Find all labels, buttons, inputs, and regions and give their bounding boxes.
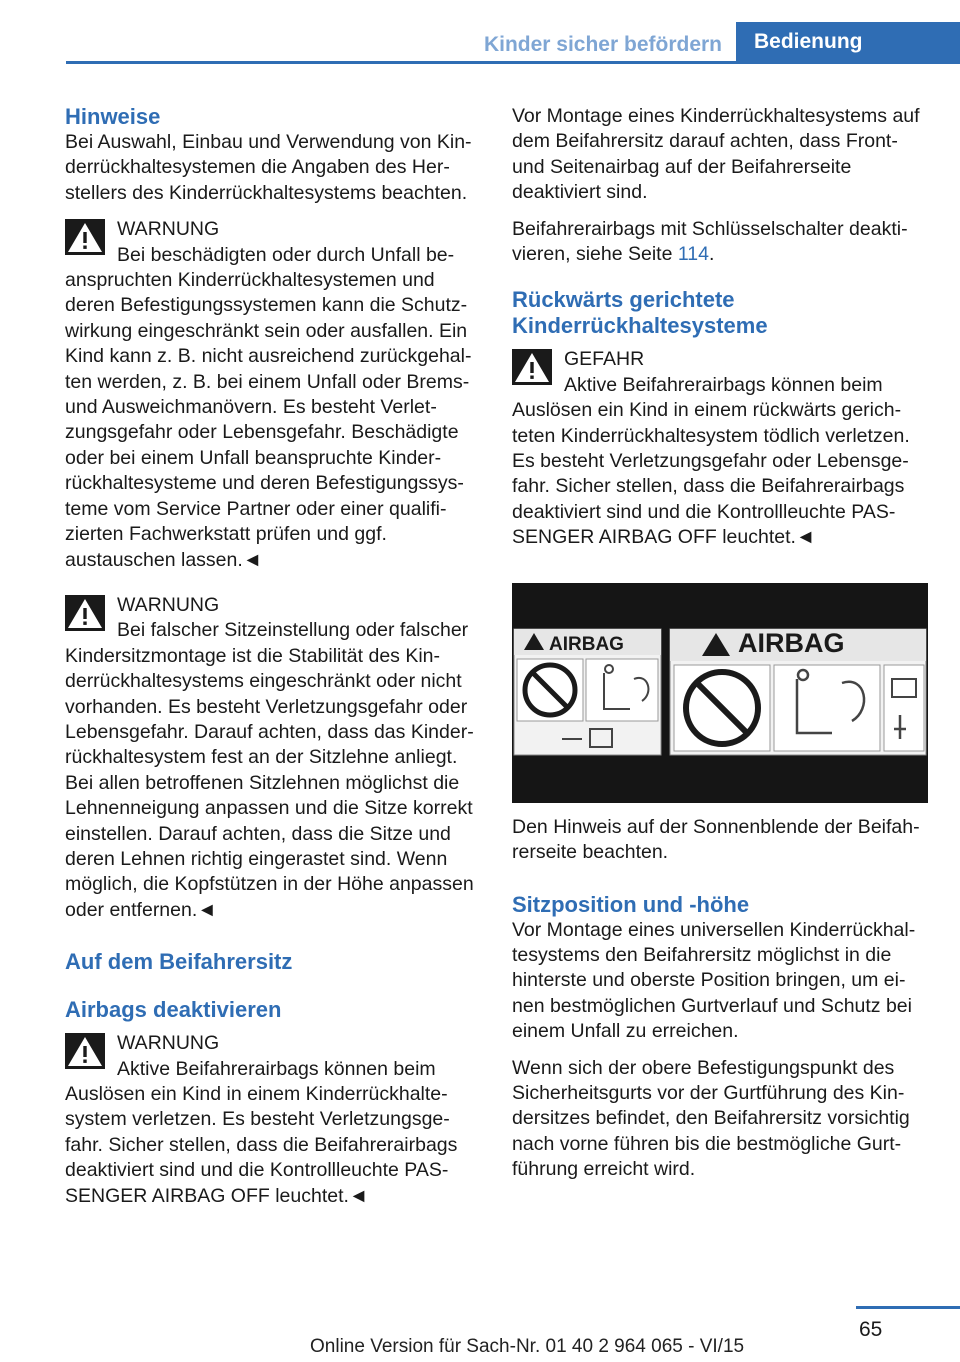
seat-paragraph-1: Vor Montage eines universellen Kinderrückhaltesystems den Beifahrersitz möglichst in die hinterste und oberste Position bringen, um einen bestmöglichen Gurtverlauf und Schutz bei einem Unfall zu erreichen. <box>512 918 916 1043</box>
key-switch-suffix: . <box>708 243 715 266</box>
seat-position-title: Sitzposition und -höhe <box>512 891 750 917</box>
page-link-114[interactable]: 114 <box>677 243 709 266</box>
header-rule <box>66 61 960 64</box>
warning-block-1 <box>65 217 479 573</box>
hinweise-title: Hinweise <box>65 104 161 129</box>
airbag-label-large-text: AIRBAG <box>738 627 845 658</box>
section-title-rueckwaerts: Rückwärts gerichtete Kinderrückhaltesysteme <box>512 287 768 339</box>
footer-note: Online Version für Sach-Nr. 01 40 2 964 065 - VI/15 <box>310 1336 745 1357</box>
header-section-title: Kinder sicher befördern <box>483 33 722 56</box>
warning-label: WARNUNG <box>117 1032 220 1055</box>
danger-label: GEFAHR <box>564 348 645 371</box>
warning-text: Aktive Beifahrerairbags können beim Auslösen ein Kind in einem Kinderrückhaltesystem verletzen. Es besteht Verletzungsgefahr. Sicher stellen, dass die Beifahrerairbags deaktiviert sind und die Kontrollleuchte PASSENGER AIRBAG OFF leuchtet.◄ <box>65 1057 458 1207</box>
warning-triangle-icon <box>65 595 105 631</box>
page-number: 65 <box>859 1318 883 1341</box>
warning-triangle-icon <box>512 349 552 385</box>
key-switch-paragraph <box>512 217 930 268</box>
airbag-warning-label-image <box>512 583 928 803</box>
footer-rule <box>856 1306 960 1309</box>
section-title-beifahrersitz: Auf dem Beifahrersitz <box>65 949 293 975</box>
subsection-title-airbags: Airbags deaktivieren <box>65 997 282 1023</box>
danger-text: Aktive Beifahrerairbags können beim Auslösen ein Kind in einem rückwärts gerichteten Kinderrückhaltesystem tödlich verletzen. Es besteht Verletzungsgefahr oder Lebensgefahr. Sicher stellen, dass die Beifahrerairbags deaktiviert sind und die Kontrollleuchte PASSENGER AIRBAG OFF leuchtet.◄ <box>512 373 910 549</box>
hinweise-text: Bei Auswahl, Einbau und Verwendung von Kinderrückhaltesystemen die Angaben des Herstellers des Kinderrückhaltesystems beachten. <box>65 131 472 204</box>
warning-block-3 <box>65 1031 479 1209</box>
right-column <box>512 104 930 1194</box>
left-column <box>65 104 479 1224</box>
image-caption: Den Hinweis auf der Sonnenblende der Beifahrerseite beachten. <box>512 815 920 864</box>
danger-block <box>512 347 930 550</box>
warning-label: WARNUNG <box>117 218 220 241</box>
intro-paragraph: Vor Montage eines Kinderrückhaltesystems auf dem Beifahrersitz darauf achten, dass Front- und Seitenairbag auf der Beifahrerseite deaktiviert sind. <box>512 105 920 204</box>
warning-triangle-icon <box>65 219 105 255</box>
airbag-label-small-text: AIRBAG <box>549 633 624 655</box>
key-switch-text: Beifahrerairbags mit Schlüsselschalter deaktivieren, siehe Seite <box>512 217 908 266</box>
header-tab: Bedienung <box>736 22 960 61</box>
seat-paragraph-2: Wenn sich der obere Befestigungspunkt des Sicherheitsgurts vor der Gurtführung des Kindersitzes befindet, den Beifahrersitz vorsichtig nach vorne führen bis die bestmögliche Gurtführung erreicht wird. <box>512 1056 910 1181</box>
warning-label: WARNUNG <box>117 593 220 616</box>
warning-triangle-icon <box>65 1033 105 1069</box>
warning-text: Bei beschädigten oder durch Unfall beanspruchten Kinderrückhaltesystemen und deren Befestigungssystemen kann die Schutzwirkung eingeschränkt sein oder ausfallen. Ein Kind kann z. B. nicht ausreichend zurückgehalten werden, z. B. bei einem Unfall oder Brems- und Ausweichmanövern. Es besteht Verletzungsgefahr oder Lebensgefahr. Beschädigte oder bei einem Unfall beanspruchte Kinderrückhaltesysteme und deren Befestigungssysteme vom Service Partner oder einer qualifizierten Fachwerkstatt prüfen und ggf. austauschen lassen.◄ <box>65 243 472 571</box>
warning-block-2 <box>65 593 479 923</box>
warning-text: Bei falscher Sitzeinstellung oder falscher Kindersitzmontage ist die Stabilität des Kinderrückhaltesystems eingeschränkt oder nicht vorhanden. Es besteht Verletzungsgefahr oder Lebensgefahr. Darauf achten, dass das Kinderrückhaltesystem fest an der Sitzlehne anliegt. Bei allen betroffenen Sitzlehnen möglichst die Lehnenneigung anpassen und die Sitze korrekt einstellen. Darauf achten, dass die Sitze und deren Lehnen richtig eingerastet sind. Wenn möglich, die Kopfstützen in der Höhe anpassen oder entfernen.◄ <box>65 619 474 921</box>
